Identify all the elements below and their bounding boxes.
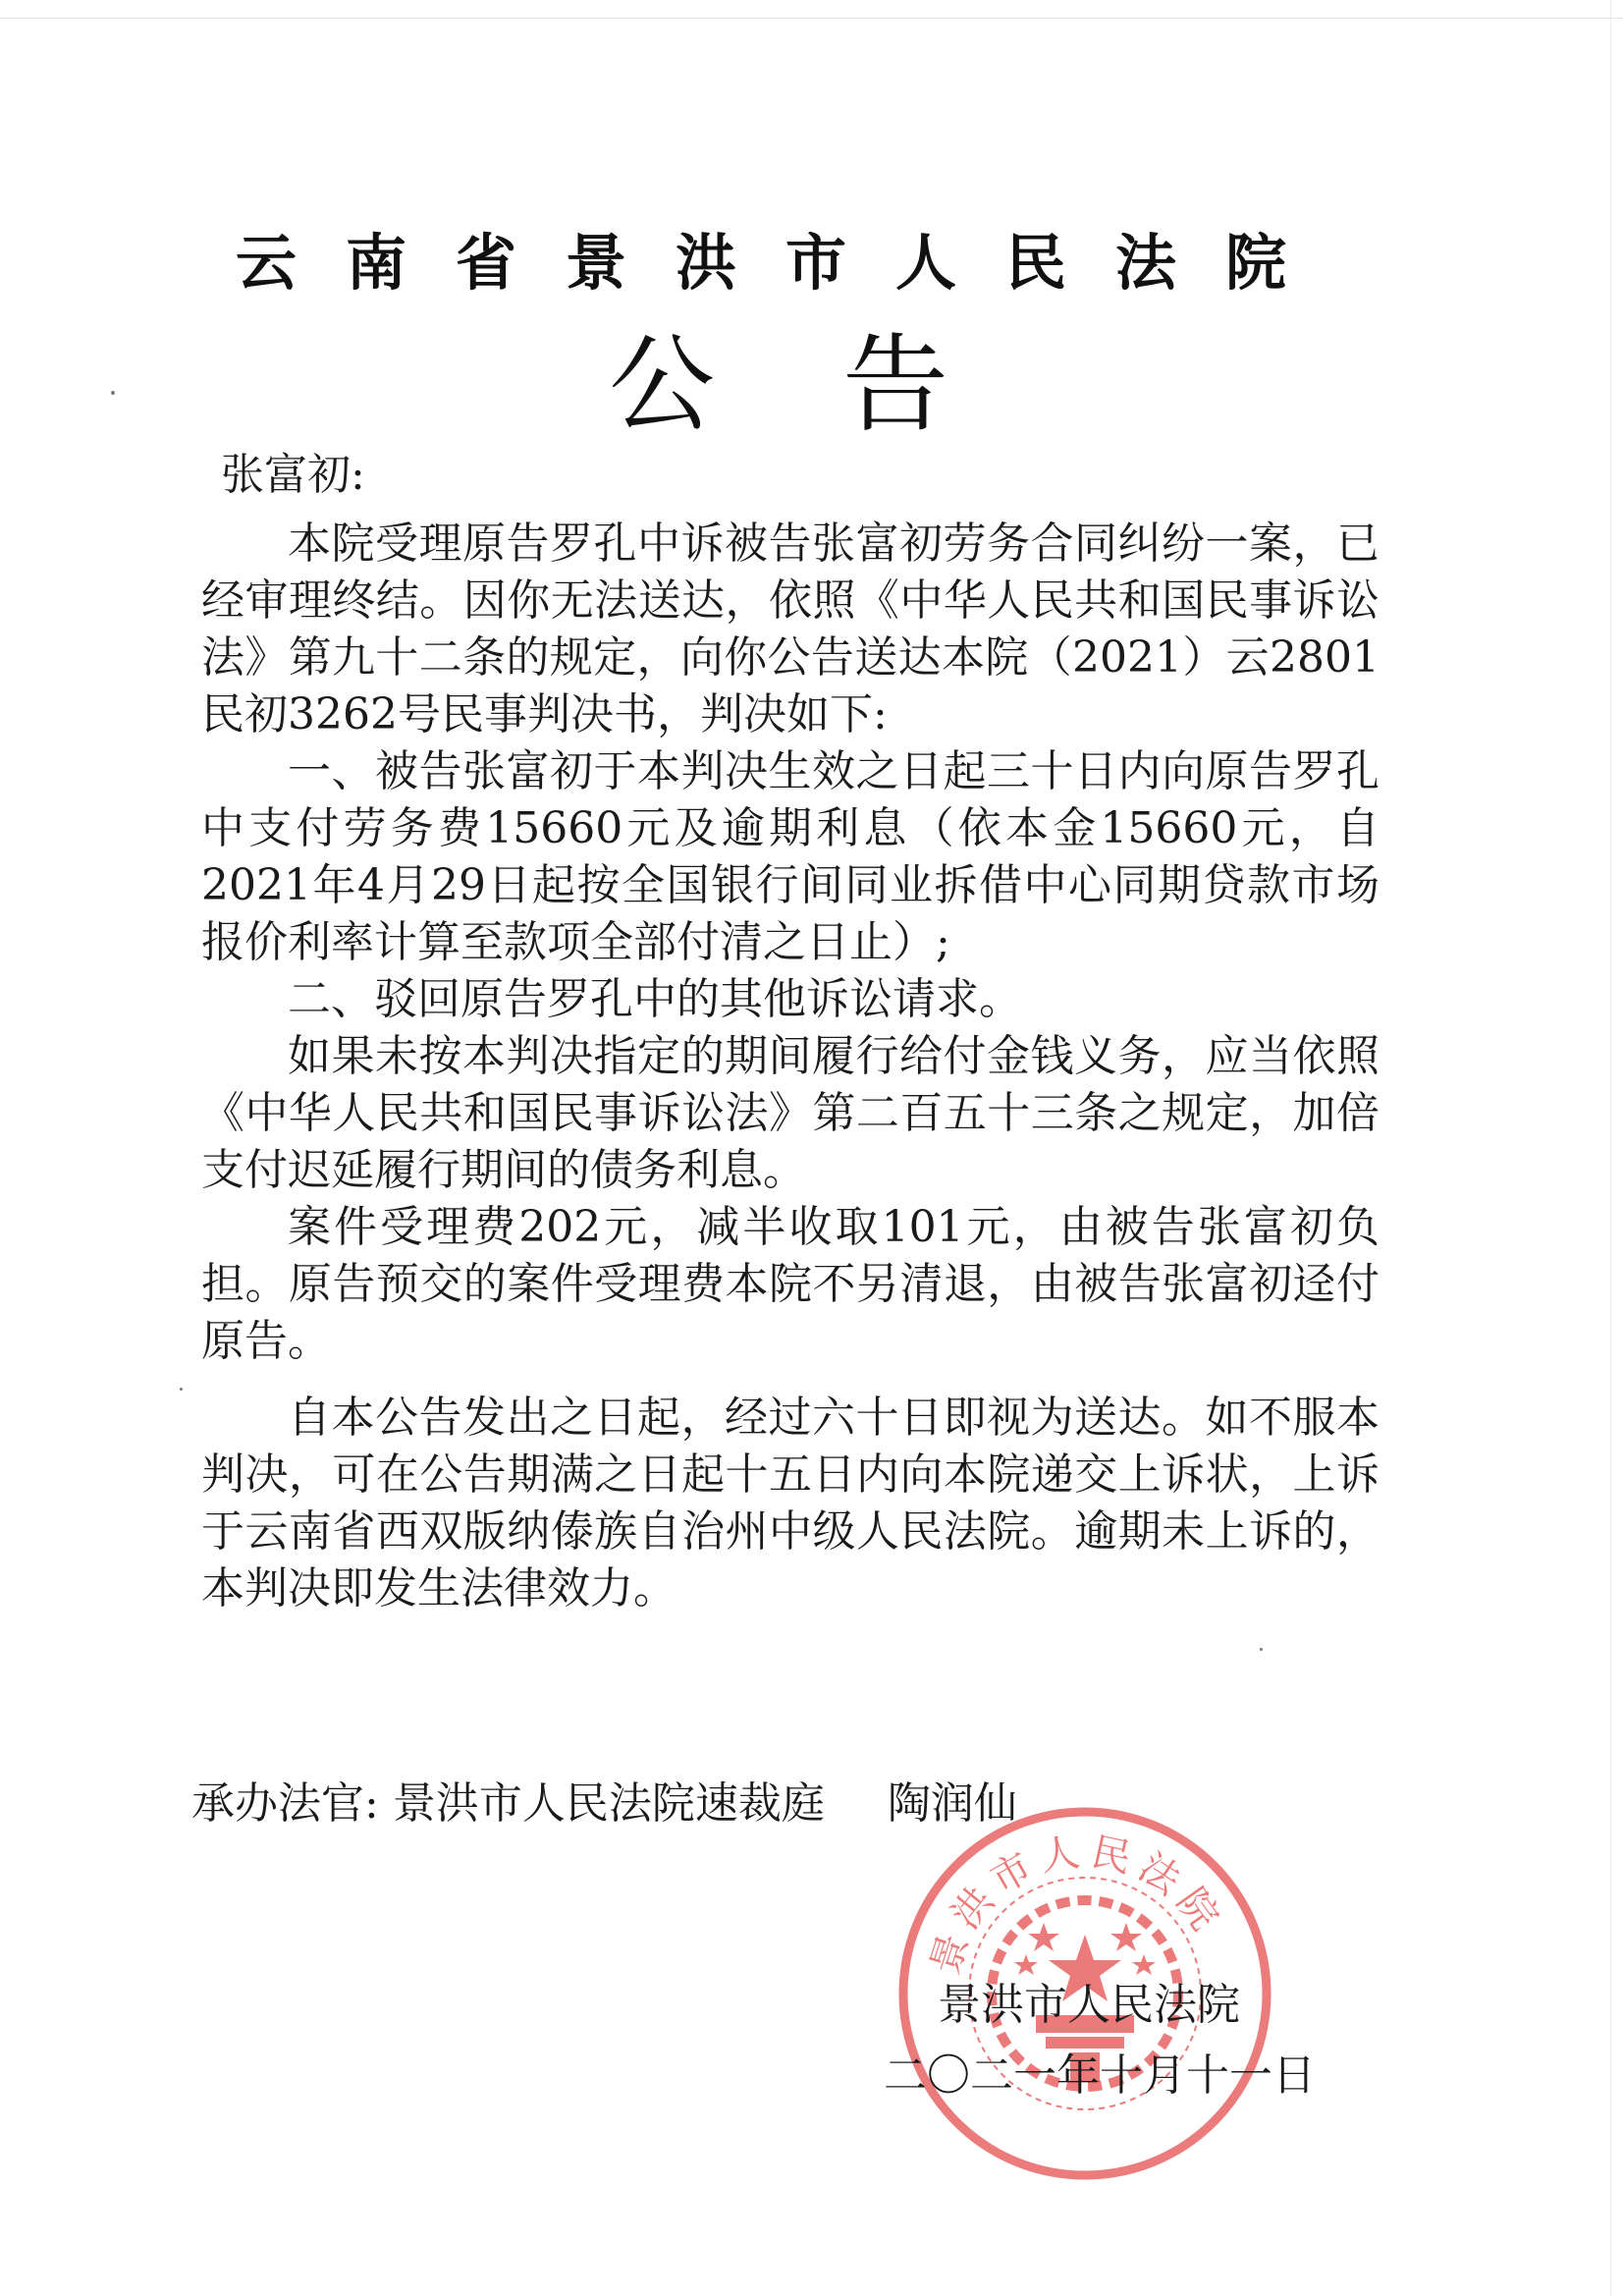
notice-body	[201, 447, 1380, 1617]
addressee: 张富初:	[221, 450, 365, 500]
court-name-heading: 云南省景洪市人民法院	[236, 227, 1336, 299]
paragraph-court-fees: 案件受理费202元，减半收取101元，由被告张富初负担。原告预交的案件受理费本院不另清退，由被告张富初迳付原告。	[201, 1202, 1380, 1366]
paragraph-late-payment: 如果未按本判决指定的期间履行给付金钱义务，应当依照《中华人民共和国民事诉讼法》第二百五十三条之规定，加倍支付迟延履行期间的债务利息。	[201, 1031, 1380, 1195]
signing-court: 景洪市人民法院	[938, 1980, 1240, 2030]
notice-heading: 公告	[609, 324, 1077, 447]
signing-date: 二〇二一年十月十一日	[884, 2050, 1316, 2101]
page-edge-right	[1610, 0, 1611, 2296]
paragraph-judgment-item-2: 二、驳回原告罗孔中的其他诉讼请求。	[288, 974, 1022, 1024]
scan-speck	[1260, 1648, 1263, 1651]
judge-division: 景洪市人民法院速裁庭	[392, 1778, 825, 1829]
judge-name: 陶润仙	[887, 1778, 1017, 1829]
paragraph-judgment-item-1: 一、被告张富初于本判决生效之日起三十日内向原告罗孔中支付劳务费15660元及逾期利息（依本金15660元，自2021年4月29日起按全国银行间同业拆借中心同期贷款市场报价利率计算至款项全部付清之日止）;	[201, 746, 1380, 967]
paragraph-case-intro: 本院受理原告罗孔中诉被告张富初劳务合同纠纷一案，已经审理终结。因你无法送达，依照《中华人民共和国民事诉讼法》第九十二条的规定，向你公告送达本院（2021）云2801民初3262号民事判决书，判决如下:	[201, 519, 1380, 739]
seal-text: 景洪市人民法院	[922, 1829, 1232, 1981]
scan-speck	[111, 391, 115, 395]
judge-label: 承办法官:	[191, 1778, 379, 1829]
scan-speck	[180, 1388, 183, 1391]
paragraph-appeal-notice: 自本公告发出之日起，经过六十日即视为送达。如不服本判决，可在公告期满之日起十五日内向本院递交上诉状，上诉于云南省西双版纳傣族自治州中级人民法院。逾期未上诉的，本判决即发生法律效力。	[201, 1393, 1380, 1613]
page-edge-top	[0, 18, 1623, 19]
